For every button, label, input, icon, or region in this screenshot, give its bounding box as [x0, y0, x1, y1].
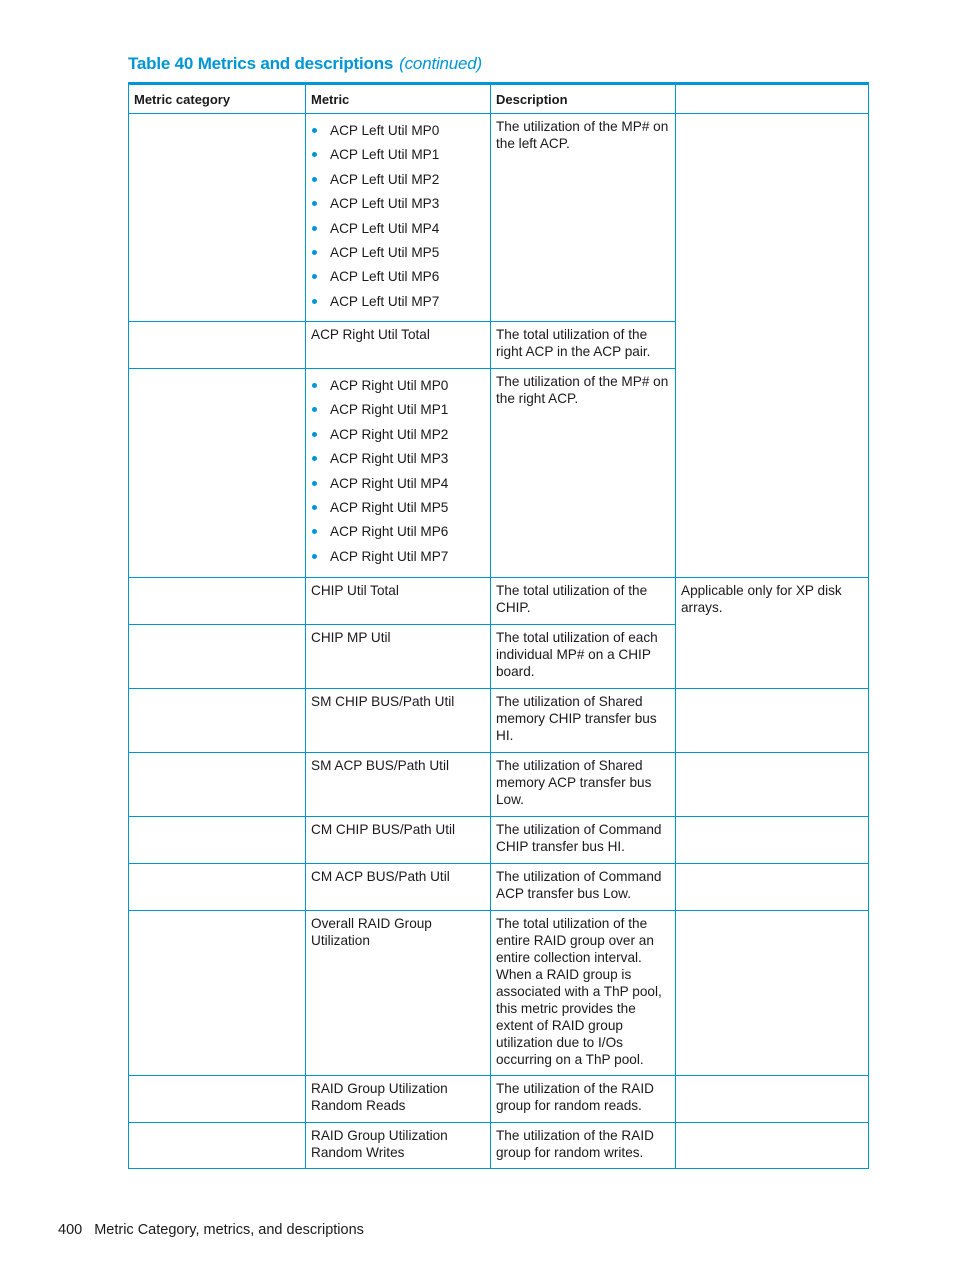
notes-cell: [676, 1123, 869, 1169]
table-row: [129, 689, 869, 753]
notes-cell: Applicable only for XP disk arrays.: [676, 578, 869, 689]
page-footer: [58, 1222, 364, 1238]
description-cell: The utilization of Shared memory ACP transfer bus Low.: [491, 753, 676, 817]
description-cell: The total utilization of each individual MP# on a CHIP board.: [491, 625, 676, 689]
table-caption: [128, 54, 482, 74]
metric-cell: RAID Group Utilization Random Reads: [306, 1076, 491, 1123]
list-item: ACP Right Util MP1: [311, 401, 484, 418]
notes-cell: [676, 1076, 869, 1123]
list-item: ACP Left Util MP5: [311, 244, 484, 261]
bullet-icon: [312, 128, 317, 133]
caption-continued: (continued): [399, 54, 483, 73]
acp-right-list: [311, 375, 484, 565]
list-item: ACP Left Util MP4: [311, 220, 484, 237]
description-cell: The total utilization of the CHIP.: [491, 578, 676, 625]
metric-cell: [306, 114, 491, 322]
table-row: [129, 753, 869, 817]
bullet-icon: [312, 250, 317, 255]
category-cell: [129, 114, 306, 322]
description-cell: The utilization of the MP# on the left ACP.: [491, 114, 676, 322]
caption-title: Table 40 Metrics and descriptions: [128, 54, 394, 73]
category-cell: [129, 911, 306, 1076]
notes-cell: [676, 689, 869, 753]
list-item: ACP Left Util MP3: [311, 195, 484, 212]
bullet-icon: [312, 481, 317, 486]
list-item: ACP Right Util MP0: [311, 377, 484, 394]
list-item: ACP Right Util MP4: [311, 475, 484, 492]
bullet-icon: [312, 177, 317, 182]
list-item: ACP Left Util MP7: [311, 293, 484, 310]
metric-cell: CHIP Util Total: [306, 578, 491, 625]
metric-cell: CM ACP BUS/Path Util: [306, 864, 491, 911]
bullet-icon: [312, 201, 317, 206]
header-metric: Metric: [306, 84, 491, 114]
description-cell: The utilization of the MP# on the right ACP.: [491, 369, 676, 578]
header-metric-category: Metric category: [129, 84, 306, 114]
bullet-icon: [312, 152, 317, 157]
notes-cell: [676, 911, 869, 1076]
description-cell: The total utilization of the entire RAID group over an entire collection interval. When a RAID group is associated with a ThP pool, this metric provides the extent of RAID group utilization due to I/Os occurring on a ThP pool.: [491, 911, 676, 1076]
table-row: [129, 1123, 869, 1169]
bullet-icon: [312, 226, 317, 231]
category-cell: [129, 1123, 306, 1169]
notes-cell: [676, 753, 869, 817]
metric-cell: ACP Right Util Total: [306, 322, 491, 369]
bullet-icon: [312, 299, 317, 304]
category-cell: [129, 625, 306, 689]
header-row: [129, 84, 869, 114]
category-cell: [129, 689, 306, 753]
list-item: ACP Right Util MP7: [311, 548, 484, 565]
bullet-icon: [312, 432, 317, 437]
category-cell: [129, 753, 306, 817]
acp-left-list: [311, 120, 484, 310]
notes-cell: [676, 817, 869, 864]
metric-cell: RAID Group Utilization Random Writes: [306, 1123, 491, 1169]
description-cell: The utilization of Command ACP transfer bus Low.: [491, 864, 676, 911]
notes-cell: [676, 114, 869, 578]
list-item: ACP Right Util MP3: [311, 450, 484, 467]
category-cell: [129, 817, 306, 864]
list-item: ACP Right Util MP5: [311, 499, 484, 516]
bullet-icon: [312, 274, 317, 279]
header-notes: [676, 84, 869, 114]
list-item: ACP Left Util MP1: [311, 146, 484, 163]
bullet-icon: [312, 383, 317, 388]
description-cell: The utilization of Shared memory CHIP transfer bus HI.: [491, 689, 676, 753]
list-item: ACP Left Util MP2: [311, 171, 484, 188]
notes-cell: [676, 864, 869, 911]
list-item: ACP Right Util MP2: [311, 426, 484, 443]
table-row: [129, 114, 869, 322]
metric-cell: CM CHIP BUS/Path Util: [306, 817, 491, 864]
category-cell: [129, 322, 306, 369]
category-cell: [129, 1076, 306, 1123]
list-item: ACP Right Util MP6: [311, 523, 484, 540]
bullet-icon: [312, 505, 317, 510]
category-cell: [129, 578, 306, 625]
table-row: [129, 864, 869, 911]
page-number: 400: [58, 1222, 83, 1238]
bullet-icon: [312, 407, 317, 412]
bullet-icon: [312, 456, 317, 461]
description-cell: The utilization of Command CHIP transfer bus HI.: [491, 817, 676, 864]
bullet-icon: [312, 529, 317, 534]
description-cell: The utilization of the RAID group for random writes.: [491, 1123, 676, 1169]
bullet-icon: [312, 554, 317, 559]
header-description: Description: [491, 84, 676, 114]
table-row: [129, 578, 869, 625]
category-cell: [129, 864, 306, 911]
metrics-table: [128, 82, 869, 1169]
list-item: ACP Left Util MP0: [311, 122, 484, 139]
footer-title: Metric Category, metrics, and descriptions: [94, 1222, 364, 1238]
description-cell: The total utilization of the right ACP in the ACP pair.: [491, 322, 676, 369]
metric-cell: Overall RAID Group Utilization: [306, 911, 491, 1076]
table-row: [129, 817, 869, 864]
metric-cell: SM CHIP BUS/Path Util: [306, 689, 491, 753]
table-row: [129, 911, 869, 1076]
metric-cell: CHIP MP Util: [306, 625, 491, 689]
metric-cell: [306, 369, 491, 578]
metric-cell: SM ACP BUS/Path Util: [306, 753, 491, 817]
table-row: [129, 1076, 869, 1123]
description-cell: The utilization of the RAID group for random reads.: [491, 1076, 676, 1123]
category-cell: [129, 369, 306, 578]
list-item: ACP Left Util MP6: [311, 268, 484, 285]
